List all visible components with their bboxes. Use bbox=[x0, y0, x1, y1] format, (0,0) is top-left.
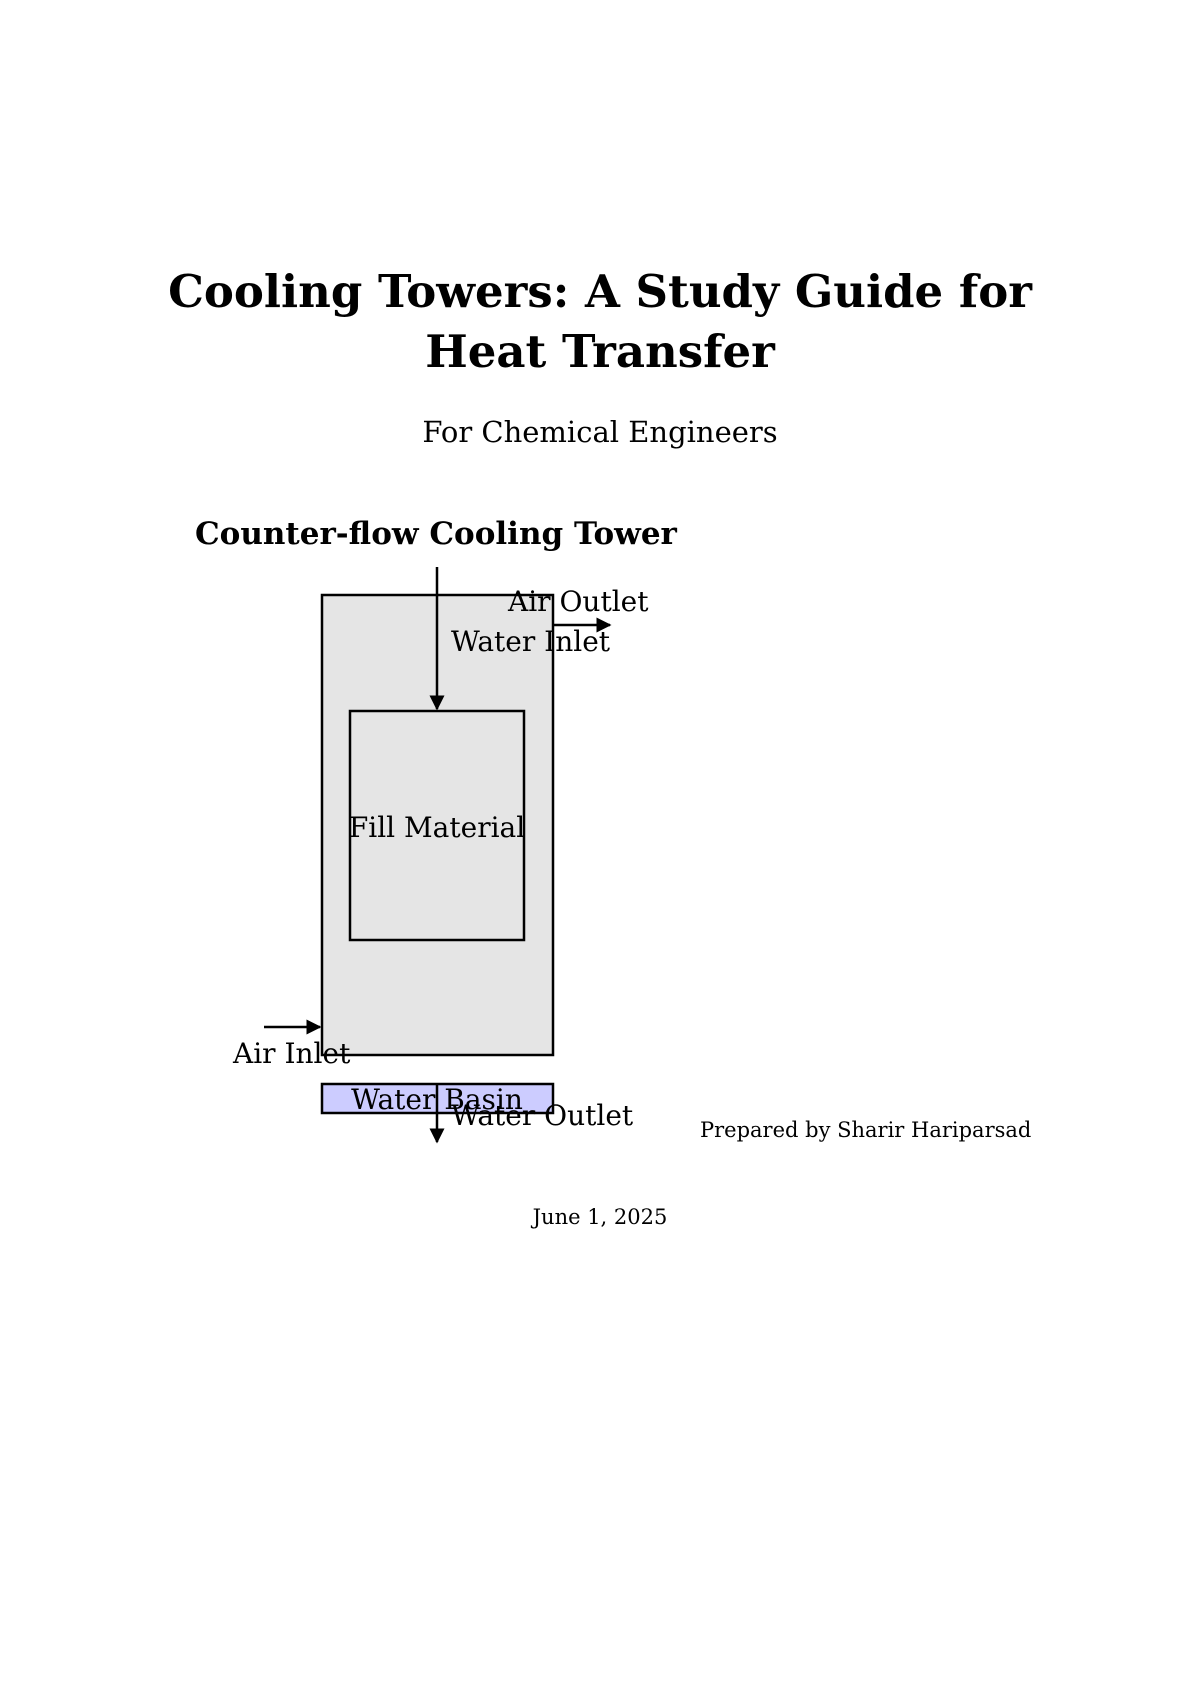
fill-material-label: Fill Material bbox=[348, 811, 526, 844]
air-inlet-label: Air Inlet bbox=[233, 1037, 351, 1070]
air-outlet-label: Air Outlet bbox=[508, 585, 649, 618]
water-inlet-label: Water Inlet bbox=[451, 625, 611, 658]
diagram-title: Counter-flow Cooling Tower bbox=[195, 516, 677, 552]
title-line-1: Cooling Towers: A Study Guide for bbox=[168, 265, 1032, 318]
water-basin-label: Water Basin bbox=[351, 1083, 523, 1116]
document-subtitle: For Chemical Engineers bbox=[422, 415, 778, 449]
author-line: Prepared by Sharir Hariparsad bbox=[700, 1118, 1032, 1142]
water-outlet-label: Water Outlet bbox=[451, 1099, 634, 1132]
title-line-2: Heat Transfer bbox=[425, 325, 775, 378]
document-date: June 1, 2025 bbox=[532, 1205, 668, 1229]
